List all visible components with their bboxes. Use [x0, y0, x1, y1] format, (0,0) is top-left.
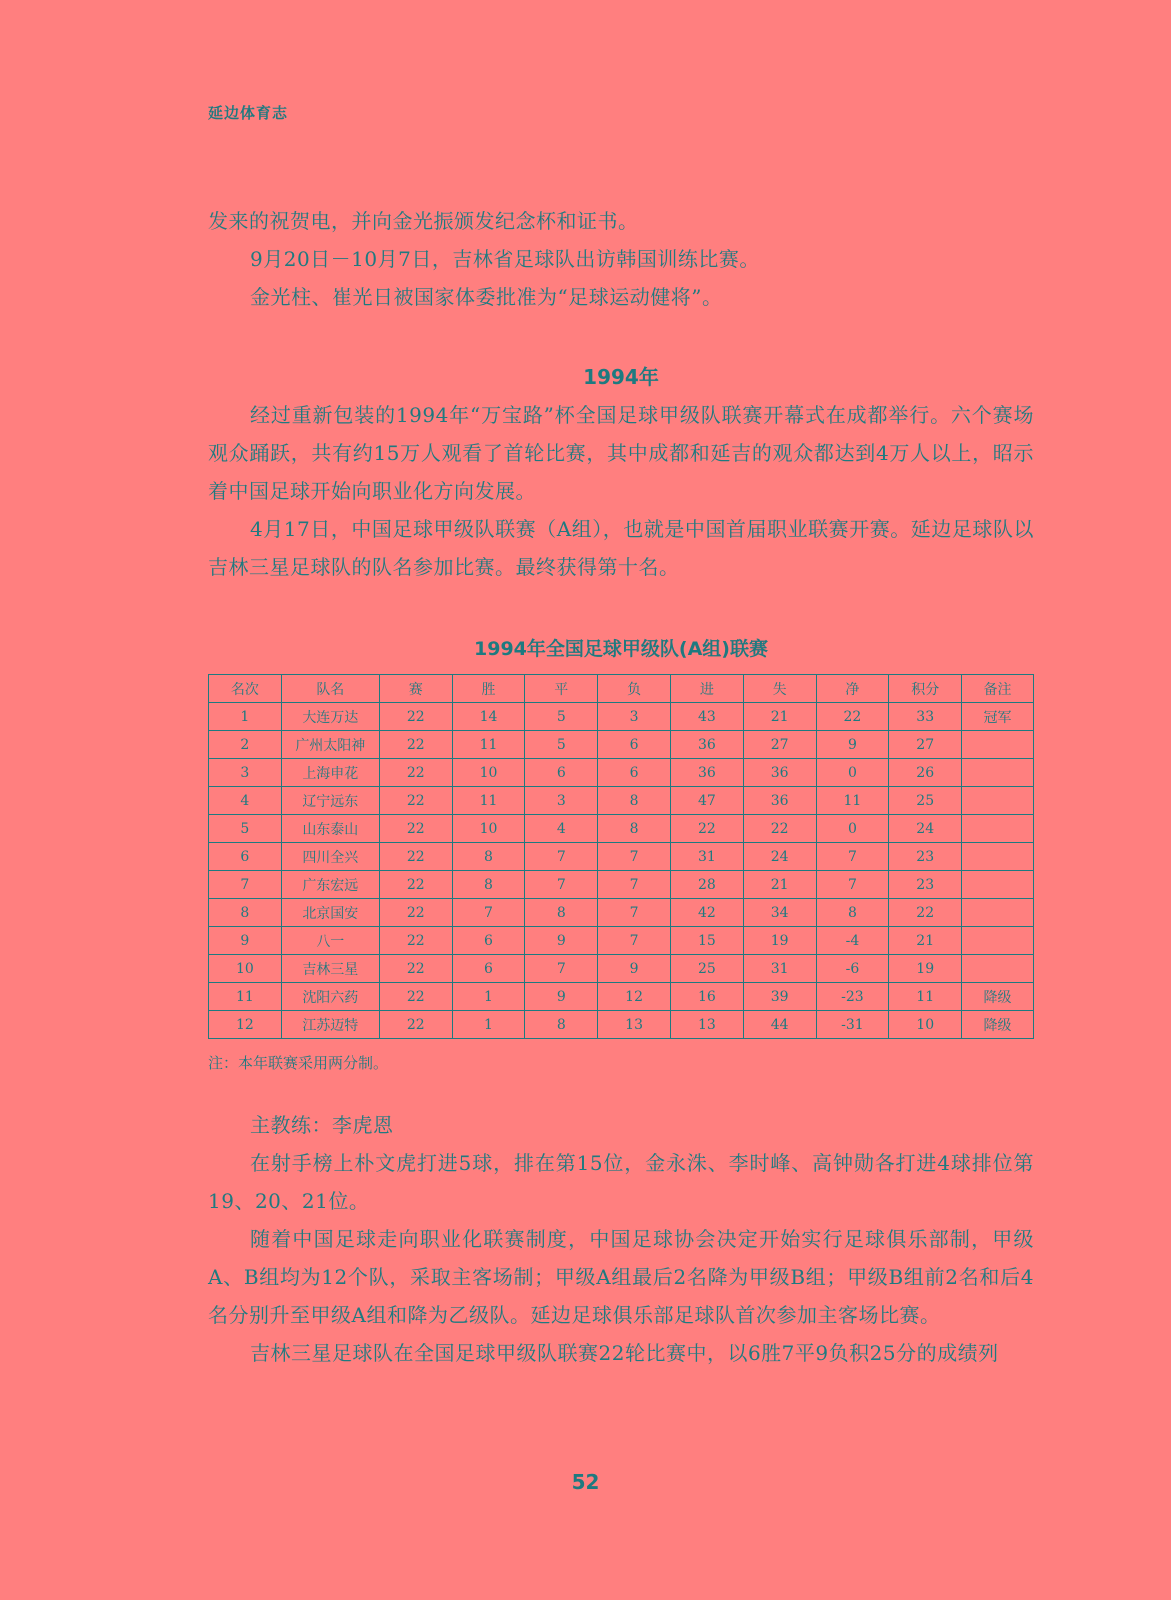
table-cell: 36 [670, 731, 743, 759]
paragraph: 经过重新包装的1994年“万宝路”杯全国足球甲级队联赛开幕式在成都举行。六个赛场观众踊跃，共有约15万人观看了首轮比赛，其中成都和延吉的观众都达到4万人以上，昭示着中国足球开始向职业化方向发展。 [208, 403, 1034, 503]
table-cell: 5 [525, 703, 598, 731]
table-cell: 22 [379, 843, 452, 871]
table-cell: 6 [452, 927, 525, 955]
table-cell: 广东宏远 [281, 871, 379, 899]
table-cell: 冠军 [962, 703, 1034, 731]
table-cell: 22 [889, 899, 962, 927]
table-cell: 八一 [281, 927, 379, 955]
table-cell: 广州太阳神 [281, 731, 379, 759]
table-row [209, 843, 1034, 871]
table-row [209, 1011, 1034, 1039]
table-cell: 上海申花 [281, 759, 379, 787]
column-header: 赛 [379, 675, 452, 703]
table-cell: 大连万达 [281, 703, 379, 731]
table-cell: 6 [598, 759, 671, 787]
paragraph: 9月20日－10月7日，吉林省足球队出访韩国训练比赛。 [250, 247, 760, 271]
table-cell [962, 731, 1034, 759]
table-cell: 12 [598, 983, 671, 1011]
paragraph: 主教练：李虎恩 [250, 1113, 394, 1137]
table-cell [962, 899, 1034, 927]
table-cell: 22 [816, 703, 889, 731]
table-header-row [209, 675, 1034, 703]
table-row [209, 731, 1034, 759]
table-cell: 4 [525, 815, 598, 843]
table-cell: 21 [889, 927, 962, 955]
column-header: 进 [670, 675, 743, 703]
table-cell: 9 [525, 927, 598, 955]
table-cell: 8 [452, 871, 525, 899]
table-cell: 16 [670, 983, 743, 1011]
table-cell: 36 [670, 759, 743, 787]
table-cell: 6 [598, 731, 671, 759]
table-cell: 22 [379, 731, 452, 759]
table-cell: 14 [452, 703, 525, 731]
table-cell: 1 [209, 703, 282, 731]
table-cell: 10 [209, 955, 282, 983]
table-cell: 22 [379, 899, 452, 927]
table-cell [962, 815, 1034, 843]
table-cell: 22 [743, 815, 816, 843]
table-cell: 7 [209, 871, 282, 899]
table-cell: 10 [452, 815, 525, 843]
table-cell: 22 [670, 815, 743, 843]
table-cell: 36 [743, 787, 816, 815]
table-cell [962, 871, 1034, 899]
table-cell: 7 [598, 843, 671, 871]
section-1 [208, 202, 1034, 316]
table-cell: 8 [452, 843, 525, 871]
table-cell: 北京国安 [281, 899, 379, 927]
column-header: 失 [743, 675, 816, 703]
table-cell: 8 [525, 899, 598, 927]
table-cell: 15 [670, 927, 743, 955]
table-cell: 0 [816, 815, 889, 843]
table-cell: 23 [889, 843, 962, 871]
table-cell: -23 [816, 983, 889, 1011]
table-cell: 沈阳六药 [281, 983, 379, 1011]
paragraph: 在射手榜上朴文虎打进5球，排在第15位，金永洙、李时峰、高钟勋各打进4球排位第19、20、21位。 [208, 1151, 1034, 1213]
table-cell: 降级 [962, 1011, 1034, 1039]
table-cell: 7 [452, 899, 525, 927]
table-cell: 7 [598, 871, 671, 899]
table-cell: 7 [816, 843, 889, 871]
table-cell: 23 [889, 871, 962, 899]
table-cell: 6 [525, 759, 598, 787]
table-cell: 24 [889, 815, 962, 843]
table-cell: 44 [743, 1011, 816, 1039]
table-cell: 9 [816, 731, 889, 759]
table-cell: 22 [379, 871, 452, 899]
table-cell: 31 [743, 955, 816, 983]
table-row [209, 815, 1034, 843]
table-cell: 3 [209, 759, 282, 787]
table-row [209, 871, 1034, 899]
table-row [209, 899, 1034, 927]
table-cell: 7 [525, 955, 598, 983]
table-cell: 13 [598, 1011, 671, 1039]
table-cell: 11 [816, 787, 889, 815]
table-cell: 22 [379, 703, 452, 731]
table-cell: 27 [743, 731, 816, 759]
table-cell: 47 [670, 787, 743, 815]
table-row [209, 703, 1034, 731]
table-cell: 8 [598, 787, 671, 815]
table-cell: 27 [889, 731, 962, 759]
table-cell: -6 [816, 955, 889, 983]
paragraph: 发来的祝贺电，并向金光振颁发纪念杯和证书。 [208, 209, 639, 233]
table-cell: 8 [598, 815, 671, 843]
table-cell: 34 [743, 899, 816, 927]
table-cell: 8 [525, 1011, 598, 1039]
table-cell: 22 [379, 815, 452, 843]
standings-table [208, 674, 1034, 1039]
table-cell: 10 [889, 1011, 962, 1039]
table-cell: 42 [670, 899, 743, 927]
table-cell: 39 [743, 983, 816, 1011]
table-cell: 19 [889, 955, 962, 983]
table-cell: 9 [598, 955, 671, 983]
table-title: 1994年全国足球甲级队(A组)联赛 [474, 638, 768, 660]
column-header: 胜 [452, 675, 525, 703]
table-cell: 21 [743, 703, 816, 731]
table-cell: 8 [209, 899, 282, 927]
table-cell: 山东泰山 [281, 815, 379, 843]
table-body [209, 703, 1034, 1039]
table-row [209, 983, 1034, 1011]
table-cell: 11 [209, 983, 282, 1011]
table-cell: 22 [379, 787, 452, 815]
table-cell: 7 [598, 927, 671, 955]
running-header: 延边体育志 [208, 104, 289, 122]
table-cell: 7 [598, 899, 671, 927]
table-cell: 江苏迈特 [281, 1011, 379, 1039]
table-cell [962, 927, 1034, 955]
table-cell: 1 [452, 1011, 525, 1039]
table-cell: 吉林三星 [281, 955, 379, 983]
table-cell [962, 759, 1034, 787]
table-cell: 3 [598, 703, 671, 731]
table-cell: 3 [525, 787, 598, 815]
table-cell: 1 [452, 983, 525, 1011]
table-cell: 7 [816, 871, 889, 899]
table-cell: 5 [209, 815, 282, 843]
table-cell: 11 [889, 983, 962, 1011]
table-cell: 13 [670, 1011, 743, 1039]
table-cell: 25 [670, 955, 743, 983]
paragraph: 随着中国足球走向职业化联赛制度，中国足球协会决定开始实行足球俱乐部制，甲级A、B组均为12个队，采取主客场制；甲级A组最后2名降为甲级B组；甲级B组前2名和后4名分别升至甲级A组和降为乙级队。延边足球俱乐部足球队首次参加主客场比赛。 [208, 1227, 1034, 1327]
table-cell: 辽宁远东 [281, 787, 379, 815]
paragraph: 金光柱、崔光日被国家体委批准为“足球运动健将”。 [250, 285, 723, 309]
table-cell: 6 [209, 843, 282, 871]
table-cell: 33 [889, 703, 962, 731]
table-cell: 25 [889, 787, 962, 815]
table-cell: 43 [670, 703, 743, 731]
table-cell: 11 [452, 731, 525, 759]
column-header: 备注 [962, 675, 1034, 703]
table-cell: 22 [379, 759, 452, 787]
table-cell: 22 [379, 1011, 452, 1039]
table-cell: 28 [670, 871, 743, 899]
table-cell: 7 [525, 871, 598, 899]
table-cell [962, 955, 1034, 983]
table-row [209, 955, 1034, 983]
table-cell: 2 [209, 731, 282, 759]
table-cell [962, 843, 1034, 871]
year-heading: 1994年 [583, 365, 659, 389]
table-cell: 9 [209, 927, 282, 955]
table-cell: 0 [816, 759, 889, 787]
table-row [209, 927, 1034, 955]
table-cell: 9 [525, 983, 598, 1011]
table-cell: 12 [209, 1011, 282, 1039]
section-2 [208, 396, 1034, 586]
section-3 [208, 1106, 1034, 1372]
table-cell: 36 [743, 759, 816, 787]
table-cell: -4 [816, 927, 889, 955]
column-header: 净 [816, 675, 889, 703]
table-row [209, 759, 1034, 787]
table-cell: 19 [743, 927, 816, 955]
table-cell: 22 [379, 983, 452, 1011]
table-cell: 8 [816, 899, 889, 927]
table-cell: 降级 [962, 983, 1034, 1011]
table-cell: 6 [452, 955, 525, 983]
table-cell: 四川全兴 [281, 843, 379, 871]
paragraph: 4月17日，中国足球甲级队联赛（A组），也就是中国首届职业联赛开赛。延边足球队以吉林三星足球队的队名参加比赛。最终获得第十名。 [208, 517, 1034, 579]
table-cell: -31 [816, 1011, 889, 1039]
table-cell: 10 [452, 759, 525, 787]
table-cell: 26 [889, 759, 962, 787]
table-cell [962, 787, 1034, 815]
table-cell: 22 [379, 927, 452, 955]
table-note: 注：本年联赛采用两分制。 [208, 1054, 389, 1072]
table-cell: 22 [379, 955, 452, 983]
table-cell: 21 [743, 871, 816, 899]
column-header: 负 [598, 675, 671, 703]
table-cell: 7 [525, 843, 598, 871]
column-header: 平 [525, 675, 598, 703]
table-cell: 11 [452, 787, 525, 815]
table-cell: 4 [209, 787, 282, 815]
table-cell: 31 [670, 843, 743, 871]
column-header: 积分 [889, 675, 962, 703]
table-cell: 24 [743, 843, 816, 871]
page-number: 52 [571, 1470, 600, 1494]
paragraph: 吉林三星足球队在全国足球甲级队联赛22轮比赛中，以6胜7平9负积25分的成绩列 [250, 1341, 999, 1365]
table-row [209, 787, 1034, 815]
column-header: 队名 [281, 675, 379, 703]
table-cell: 5 [525, 731, 598, 759]
column-header: 名次 [209, 675, 282, 703]
